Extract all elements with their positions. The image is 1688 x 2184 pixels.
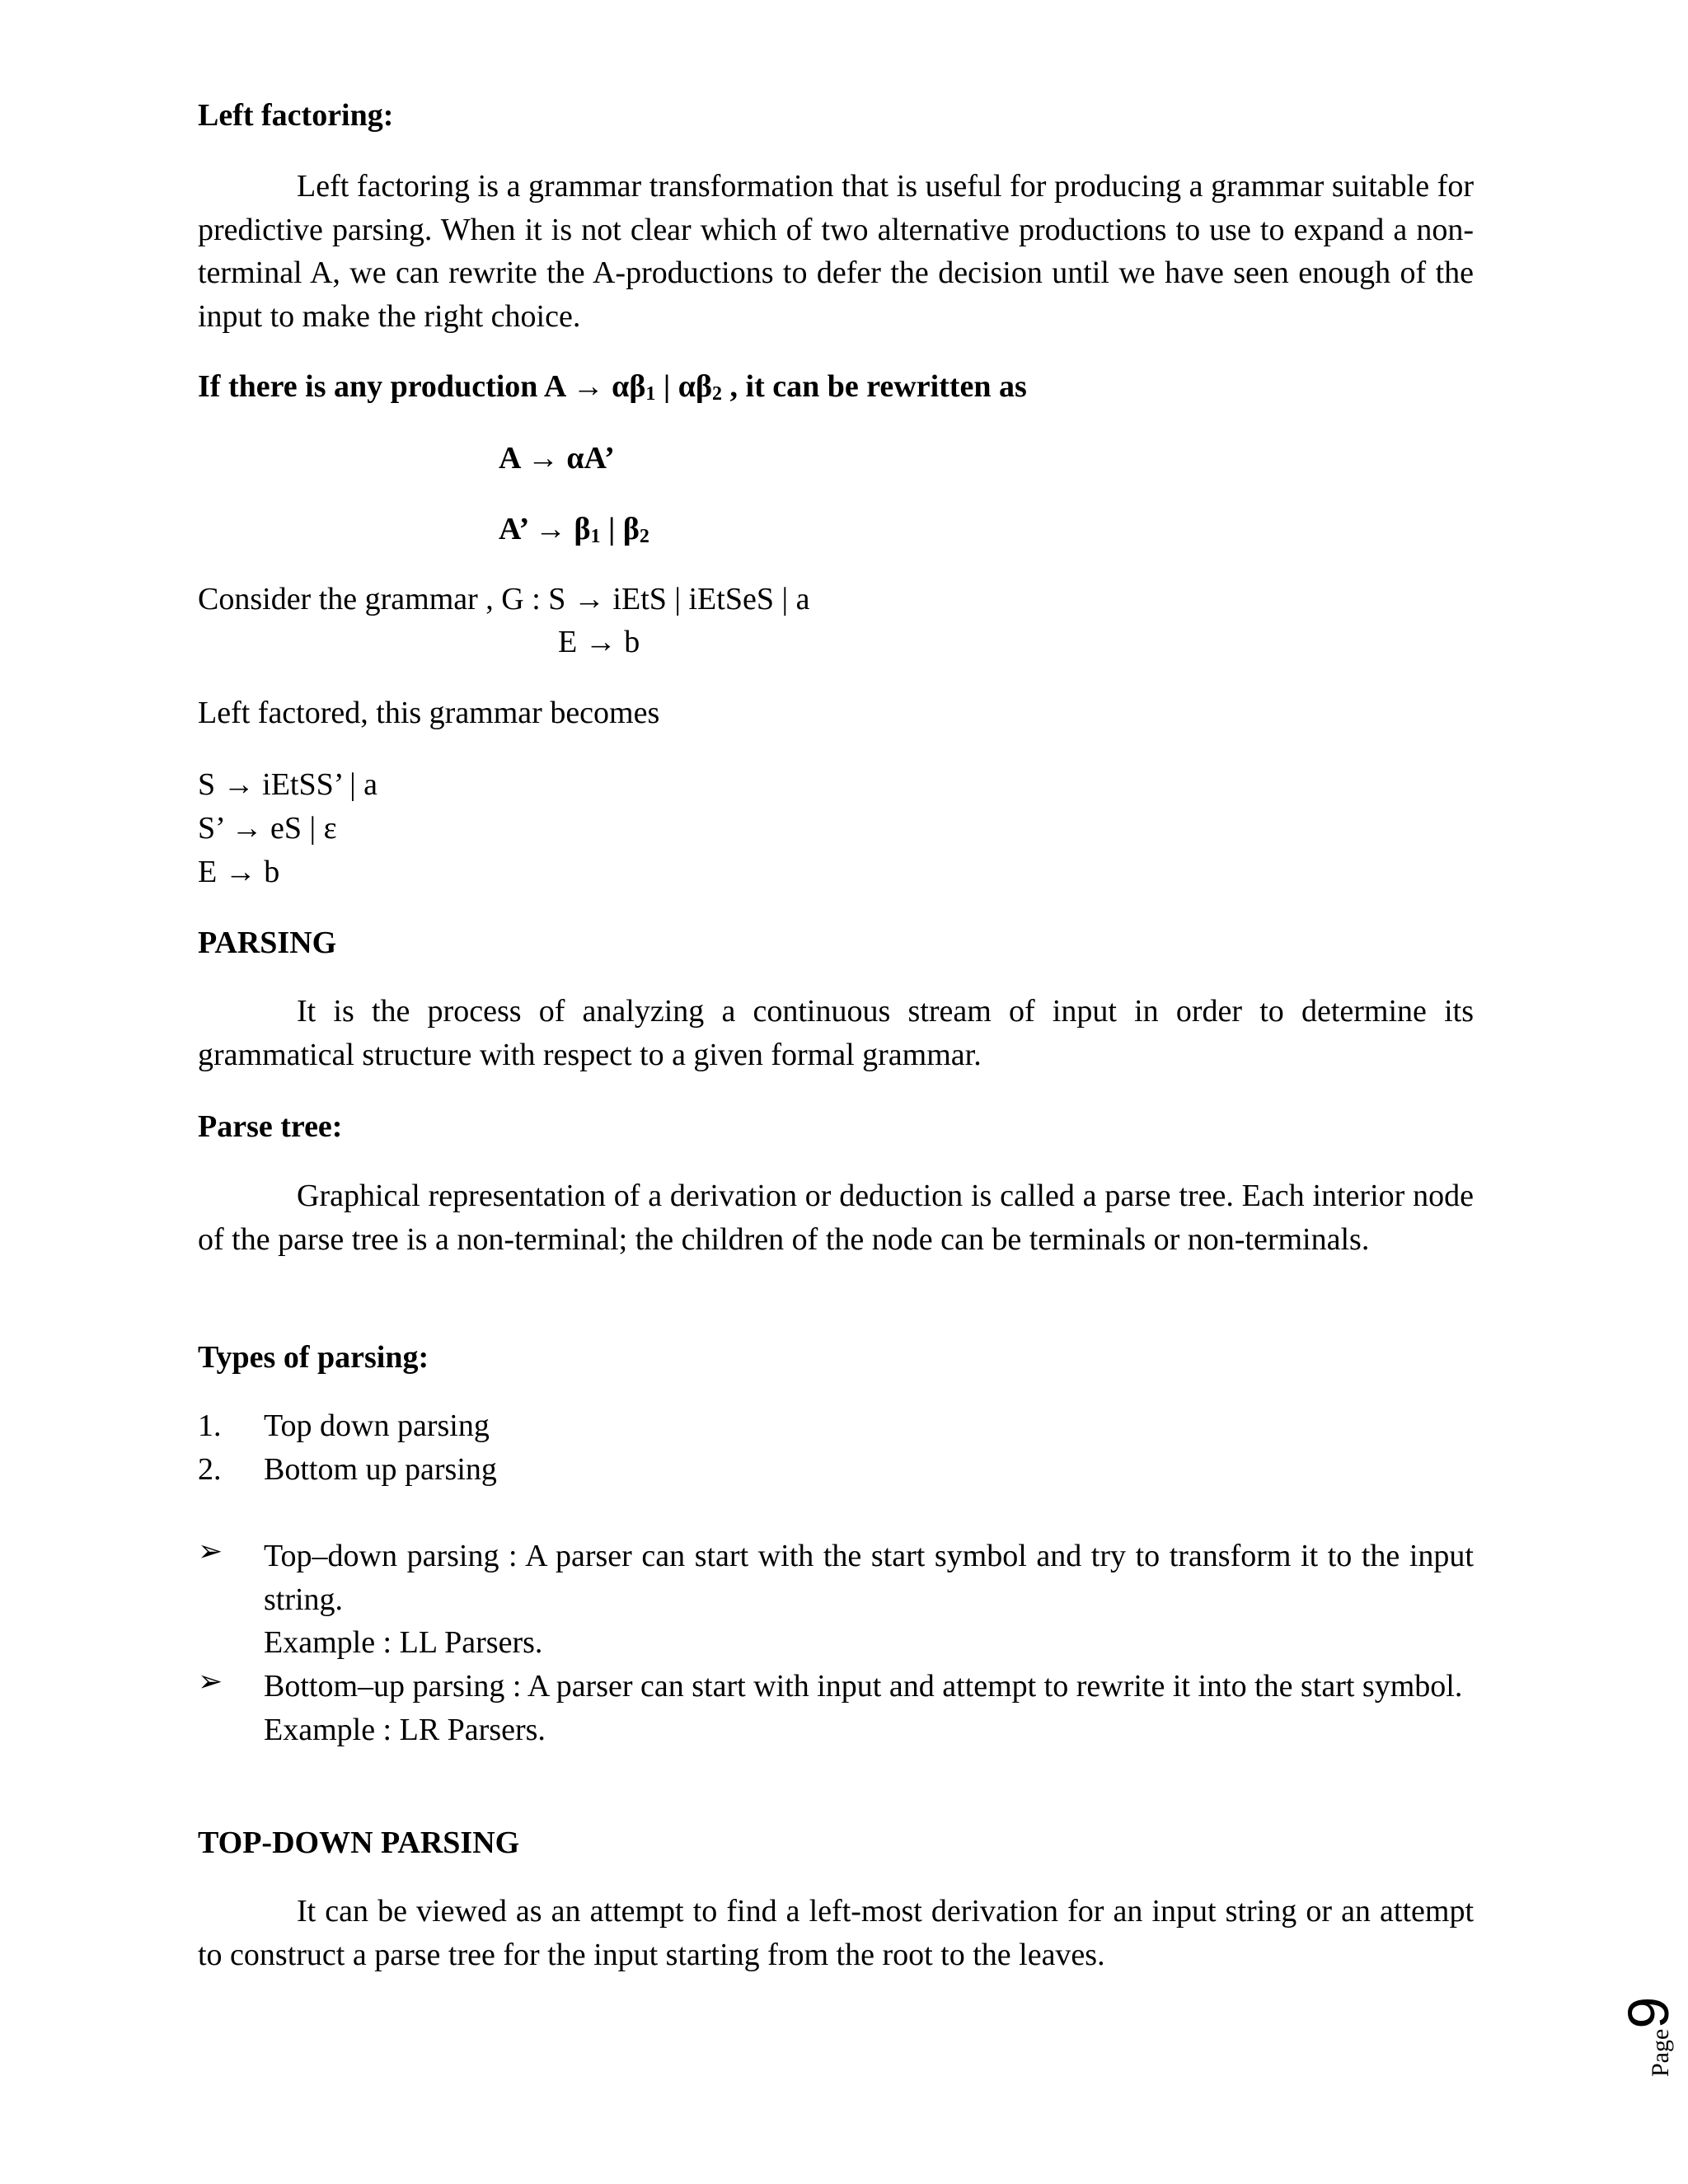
arrow-bullet-icon: ➢ bbox=[198, 1535, 223, 1568]
parse-tree-paragraph: Graphical representation of a derivation or deduction is called a parse tree. Each interior node of the parse tree is a non-terminal; the children of the node can be terminals or non-terminals. bbox=[198, 1179, 1474, 1257]
rewrite2-prefix: A’ → β bbox=[499, 512, 591, 546]
factored-rule: E → b bbox=[198, 855, 280, 889]
heading-left-factoring: Left factoring: bbox=[198, 98, 394, 133]
heading-types-of-parsing: Types of parsing: bbox=[198, 1340, 429, 1375]
parsing-paragraph: It is the process of analyzing a continuous stream of input in order to determine its grammatical structure with respect to a given formal grammar. bbox=[198, 994, 1474, 1072]
list-text: Bottom up parsing bbox=[264, 1452, 497, 1487]
heading-parse-tree: Parse tree: bbox=[198, 1109, 343, 1144]
rewrite-rule-2 bbox=[499, 511, 649, 547]
rewrite2-subscript-2: 2 bbox=[639, 526, 649, 547]
rewrite2-middle: | β bbox=[600, 512, 640, 546]
list-number: 2. bbox=[198, 1452, 222, 1487]
bullet-text: Bottom–up parsing : A parser can start with input and attempt to rewrite it into the start symbol. bbox=[264, 1669, 1463, 1704]
arrow-bullet-icon: ➢ bbox=[198, 1665, 223, 1699]
factored-rule: S’ → eS | ε bbox=[198, 811, 337, 846]
rule-middle: | αβ bbox=[655, 369, 713, 404]
factored-rule: S → iEtSS’ | a bbox=[198, 767, 378, 802]
bullet-text: Top–down parsing : A parser can start with the start symbol and try to transform it to the input string. bbox=[264, 1539, 1474, 1617]
page-number: 9 bbox=[1616, 1996, 1681, 2029]
heading-top-down-parsing: TOP-DOWN PARSING bbox=[198, 1825, 520, 1860]
rewrite-rule-1: A → αA’ bbox=[499, 441, 615, 476]
bullet-example: Example : LL Parsers. bbox=[264, 1625, 543, 1660]
left-factoring-rule bbox=[198, 368, 1027, 405]
list-item bbox=[198, 1408, 490, 1444]
bullet-body bbox=[264, 1665, 1474, 1751]
page-footer-rotated bbox=[1615, 1978, 1681, 2077]
left-factoring-paragraph: Left factoring is a grammar transformation that is useful for producing a grammar suitable for predictive parsing. When it is not clear which of two alternative productions to use to expand a non-terminal A, we can rewrite the A-productions to defer the decision until we have seen enough of the input to make the right choice. bbox=[198, 169, 1474, 334]
consider-grammar-line: Consider the grammar , G : S → iEtS | iEtSeS | a bbox=[198, 582, 810, 616]
rule-subscript-2: 2 bbox=[712, 383, 723, 405]
consider-grammar-line-2: E → b bbox=[558, 625, 640, 659]
bullet-body bbox=[264, 1535, 1474, 1665]
rule-prefix: If there is any production A → αβ bbox=[198, 369, 646, 404]
list-text: Top down parsing bbox=[264, 1408, 490, 1443]
list-number: 1. bbox=[198, 1408, 222, 1443]
list-item bbox=[198, 1451, 497, 1488]
rule-suffix: , it can be rewritten as bbox=[722, 369, 1027, 404]
heading-parsing: PARSING bbox=[198, 926, 337, 960]
top-down-paragraph: It can be viewed as an attempt to find a left-most derivation for an input string or an attempt to construct a parse tree for the input starting from the root to the leaves. bbox=[198, 1894, 1474, 1972]
bullet-example: Example : LR Parsers. bbox=[264, 1712, 546, 1747]
rewrite2-subscript-1: 1 bbox=[590, 526, 601, 547]
page-footer bbox=[1615, 1978, 1681, 2077]
factored-intro: Left factored, this grammar becomes bbox=[198, 696, 660, 730]
page-label: Page bbox=[1647, 2028, 1674, 2077]
rule-subscript-1: 1 bbox=[645, 383, 656, 405]
